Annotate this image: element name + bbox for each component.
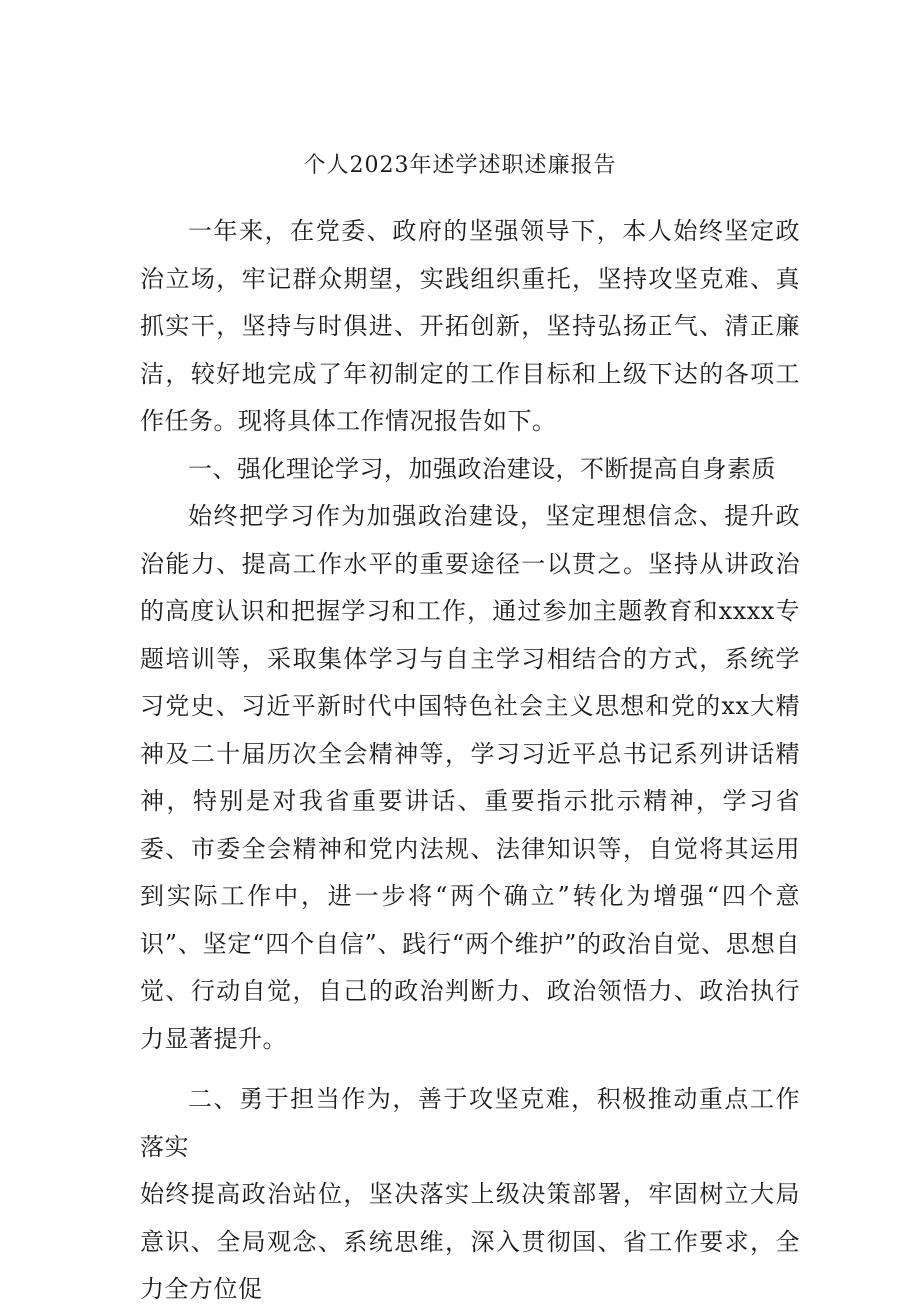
document-title: 个人2023年述学述职述廉报告 [303, 153, 617, 178]
document-body [140, 208, 800, 1314]
paragraph-spacer [140, 1063, 800, 1076]
section-heading-2: 二、勇于担当作为，善于攻坚克难，积极推动重点工作落实 [140, 1085, 800, 1161]
section-body-1: 始终把学习作为加强政治建设，坚定理想信念、提升政治能力、提高工作水平的重要途径一以贯之。坚持从讲政治的高度认识和把握学习和工作，通过参加主题教育和xxxx专题培训等，采取集体学习与自主学习相结合的方式，系统学习党史、习近平新时代中国特色社会主义思想和党的xx大精神及二十届历次全会精神等，学习习近平总书记系列讲话精神，特别是对我省重要讲话、重要指示批示精神，学习省委、市委全会精神和党内法规、法律知识等，自觉将其运用到实际工作中，进一步将“两个确立”转化为增强“四个意识”、坚定“四个自信”、践行“两个维护”的政治自觉、思想自觉、行动自觉，自己的政治判断力、政治领悟力、政治执行力显著提升。 [140, 502, 800, 1053]
section-heading-1: 一、强化理论学习，加强政治建设，不断提高自身素质 [188, 454, 776, 483]
section-body-2: 始终提高政治站位，坚决落实上级决策部署，牢固树立大局意识、全局观念、系统思维，深入贯彻国、省工作要求，全力全方位促 [140, 1180, 800, 1303]
intro-paragraph: 一年来，在党委、政府的坚强领导下，本人始终坚定政治立场，牢记群众期望，实践组织重托，坚持攻坚克难、真抓实干，坚持与时俱进、开拓创新，坚持弘扬正气、清正廉洁，较好地完成了年初制定的工作目标和上级下达的各项工作任务。现将具体工作情况报告如下。 [140, 217, 800, 435]
